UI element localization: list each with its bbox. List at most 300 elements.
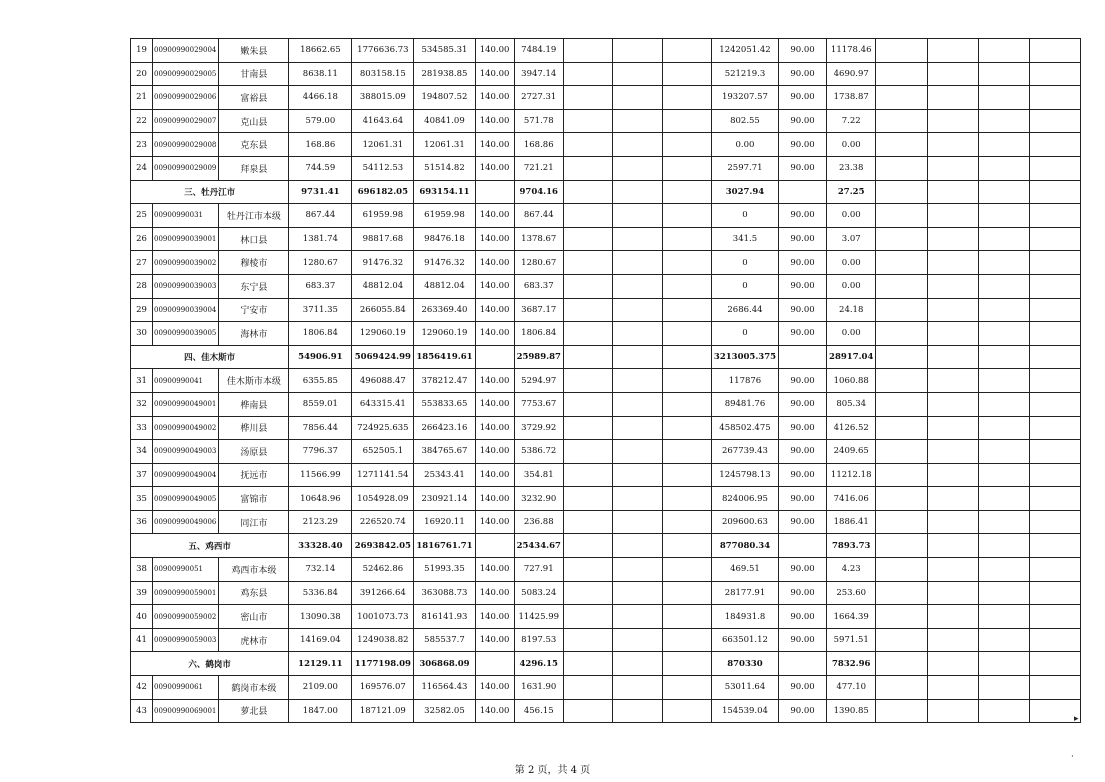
- cell-c6: [563, 699, 612, 723]
- cell-c12: [876, 676, 928, 700]
- cell-c8: [662, 581, 711, 605]
- cell-code: 00900990029008: [153, 133, 219, 157]
- cell-c5: 5386.72: [514, 440, 563, 464]
- cell-c4: 140.00: [475, 86, 514, 110]
- cell-code: 00900990029009: [153, 156, 219, 180]
- cell-n: 19: [131, 39, 153, 63]
- cell-c12: [876, 86, 928, 110]
- table-row: [131, 628, 1081, 652]
- scan-mark: ▸: [1074, 714, 1079, 724]
- cell-c14: [979, 534, 1030, 558]
- cell-name: 穆棱市: [219, 251, 289, 275]
- cell-c4: 140.00: [475, 699, 514, 723]
- cell-c5: 456.15: [514, 699, 563, 723]
- cell-c11: 1886.41: [827, 510, 876, 534]
- cell-c7: [612, 676, 662, 700]
- cell-code: 00900990049001: [153, 392, 219, 416]
- cell-name: 桦川县: [219, 416, 289, 440]
- cell-c9: 209600.63: [711, 510, 778, 534]
- cell-c3: 384765.67: [414, 440, 475, 464]
- cell-c8: [662, 392, 711, 416]
- cell-c10: 90.00: [779, 251, 827, 275]
- cell-code: 00900990029007: [153, 109, 219, 133]
- cell-c2: 1271141.54: [352, 463, 414, 487]
- cell-c6: [563, 581, 612, 605]
- cell-c6: [563, 204, 612, 228]
- cell-code: 00900990049003: [153, 440, 219, 464]
- cell-c7: [612, 510, 662, 534]
- cell-n: 22: [131, 109, 153, 133]
- cell-c9: 0: [711, 322, 778, 346]
- cell-c9: 3213005.375: [711, 345, 778, 369]
- cell-c9: 154539.04: [711, 699, 778, 723]
- cell-name: 抚远市: [219, 463, 289, 487]
- cell-c8: [662, 298, 711, 322]
- table-row: [131, 463, 1081, 487]
- cell-c6: [563, 534, 612, 558]
- table-row: [131, 369, 1081, 393]
- cell-c6: [563, 416, 612, 440]
- cell-c10: 90.00: [779, 274, 827, 298]
- cell-c7: [612, 39, 662, 63]
- cell-c4: 140.00: [475, 109, 514, 133]
- cell-name: 汤原县: [219, 440, 289, 464]
- cell-c15: [1030, 581, 1081, 605]
- cell-c10: 90.00: [779, 605, 827, 629]
- cell-c14: [979, 392, 1030, 416]
- cell-c10: 90.00: [779, 581, 827, 605]
- cell-c11: 0.00: [827, 133, 876, 157]
- cell-c14: [979, 369, 1030, 393]
- cell-c9: 3027.94: [711, 180, 778, 204]
- cell-c2: 226520.74: [352, 510, 414, 534]
- cell-c3: 51993.35: [414, 558, 475, 582]
- cell-c10: 90.00: [779, 204, 827, 228]
- cell-c12: [876, 204, 928, 228]
- cell-c12: [876, 440, 928, 464]
- cell-c13: [928, 345, 979, 369]
- cell-c2: 496088.47: [352, 369, 414, 393]
- cell-c7: [612, 628, 662, 652]
- subtotal-label: 六、鹤岗市: [131, 652, 289, 676]
- cell-c3: 98476.18: [414, 227, 475, 251]
- cell-c3: 363088.73: [414, 581, 475, 605]
- cell-c7: [612, 463, 662, 487]
- cell-c12: [876, 463, 928, 487]
- cell-c2: 52462.86: [352, 558, 414, 582]
- cell-c15: [1030, 86, 1081, 110]
- table-row: [131, 274, 1081, 298]
- cell-c10: 90.00: [779, 133, 827, 157]
- cell-c6: [563, 251, 612, 275]
- cell-c14: [979, 251, 1030, 275]
- cell-c12: [876, 581, 928, 605]
- cell-c8: [662, 487, 711, 511]
- cell-c7: [612, 440, 662, 464]
- cell-c14: [979, 322, 1030, 346]
- cell-c2: 61959.98: [352, 204, 414, 228]
- table-row: [131, 676, 1081, 700]
- cell-c2: 2693842.05: [352, 534, 414, 558]
- cell-c15: [1030, 534, 1081, 558]
- cell-c14: [979, 204, 1030, 228]
- cell-c4: 140.00: [475, 581, 514, 605]
- cell-c10: 90.00: [779, 62, 827, 86]
- cell-c9: 0: [711, 274, 778, 298]
- cell-c10: 90.00: [779, 463, 827, 487]
- cell-c2: 187121.09: [352, 699, 414, 723]
- cell-c8: [662, 156, 711, 180]
- cell-name: 同江市: [219, 510, 289, 534]
- cell-c15: [1030, 440, 1081, 464]
- cell-name: 富裕县: [219, 86, 289, 110]
- cell-c13: [928, 251, 979, 275]
- cell-c1: 18662.65: [289, 39, 352, 63]
- cell-c5: 727.91: [514, 558, 563, 582]
- cell-c3: 16920.11: [414, 510, 475, 534]
- cell-n: 31: [131, 369, 153, 393]
- cell-c1: 9731.41: [289, 180, 352, 204]
- cell-c2: 388015.09: [352, 86, 414, 110]
- cell-c10: 90.00: [779, 109, 827, 133]
- cell-c4: 140.00: [475, 274, 514, 298]
- cell-c14: [979, 345, 1030, 369]
- cell-c8: [662, 652, 711, 676]
- cell-c10: 90.00: [779, 369, 827, 393]
- cell-c2: 652505.1: [352, 440, 414, 464]
- cell-c7: [612, 369, 662, 393]
- cell-c4: 140.00: [475, 392, 514, 416]
- cell-n: 29: [131, 298, 153, 322]
- cell-c13: [928, 510, 979, 534]
- cell-c10: 90.00: [779, 86, 827, 110]
- cell-code: 00900990051: [153, 558, 219, 582]
- cell-c13: [928, 440, 979, 464]
- cell-c13: [928, 628, 979, 652]
- cell-n: 32: [131, 392, 153, 416]
- table-row: [131, 204, 1081, 228]
- cell-c4: 140.00: [475, 510, 514, 534]
- cell-c8: [662, 62, 711, 86]
- cell-c1: 13090.38: [289, 605, 352, 629]
- cell-c13: [928, 62, 979, 86]
- cell-c1: 867.44: [289, 204, 352, 228]
- cell-c15: [1030, 676, 1081, 700]
- cell-c12: [876, 652, 928, 676]
- cell-c9: 193207.57: [711, 86, 778, 110]
- cell-c11: 253.60: [827, 581, 876, 605]
- cell-c5: 3729.92: [514, 416, 563, 440]
- cell-n: 40: [131, 605, 153, 629]
- cell-c14: [979, 487, 1030, 511]
- cell-c7: [612, 133, 662, 157]
- cell-c15: [1030, 392, 1081, 416]
- cell-c3: 91476.32: [414, 251, 475, 275]
- cell-c3: 129060.19: [414, 322, 475, 346]
- cell-name: 海林市: [219, 322, 289, 346]
- cell-c3: 816141.93: [414, 605, 475, 629]
- table-row: [131, 109, 1081, 133]
- cell-c7: [612, 392, 662, 416]
- table-row: [131, 416, 1081, 440]
- page-footer: 第 2 页，共 4 页: [514, 765, 591, 776]
- cell-c12: [876, 298, 928, 322]
- cell-c11: 28917.04: [827, 345, 876, 369]
- cell-c11: 24.18: [827, 298, 876, 322]
- scan-mark: ·: [1071, 752, 1074, 762]
- cell-c15: [1030, 156, 1081, 180]
- cell-c2: 5069424.99: [352, 345, 414, 369]
- cell-c8: [662, 699, 711, 723]
- cell-c13: [928, 652, 979, 676]
- cell-c12: [876, 109, 928, 133]
- cell-c9: 870330: [711, 652, 778, 676]
- cell-c6: [563, 440, 612, 464]
- cell-c8: [662, 463, 711, 487]
- cell-c14: [979, 298, 1030, 322]
- cell-c15: [1030, 298, 1081, 322]
- cell-c14: [979, 156, 1030, 180]
- cell-c13: [928, 416, 979, 440]
- cell-c1: 6355.85: [289, 369, 352, 393]
- cell-c8: [662, 534, 711, 558]
- cell-c14: [979, 628, 1030, 652]
- cell-c6: [563, 39, 612, 63]
- cell-c10: 90.00: [779, 510, 827, 534]
- cell-c6: [563, 133, 612, 157]
- cell-c1: 3711.35: [289, 298, 352, 322]
- cell-c5: 168.86: [514, 133, 563, 157]
- table-row: [131, 510, 1081, 534]
- cell-c4: 140.00: [475, 298, 514, 322]
- cell-c8: [662, 440, 711, 464]
- cell-code: 00900990049004: [153, 463, 219, 487]
- cell-c7: [612, 251, 662, 275]
- cell-c8: [662, 558, 711, 582]
- table-row: [131, 227, 1081, 251]
- cell-c3: 194807.52: [414, 86, 475, 110]
- cell-c9: 267739.43: [711, 440, 778, 464]
- cell-n: 28: [131, 274, 153, 298]
- cell-c3: 12061.31: [414, 133, 475, 157]
- cell-c4: 140.00: [475, 204, 514, 228]
- cell-c5: 1378.67: [514, 227, 563, 251]
- table-row: [131, 133, 1081, 157]
- cell-name: 嫩朱县: [219, 39, 289, 63]
- cell-c6: [563, 605, 612, 629]
- cell-c1: 8559.01: [289, 392, 352, 416]
- cell-c13: [928, 534, 979, 558]
- cell-n: 20: [131, 62, 153, 86]
- cell-c8: [662, 274, 711, 298]
- subtotal-row: [131, 534, 1081, 558]
- cell-c7: [612, 86, 662, 110]
- cell-n: 21: [131, 86, 153, 110]
- cell-c13: [928, 180, 979, 204]
- cell-c2: 391266.64: [352, 581, 414, 605]
- cell-n: 24: [131, 156, 153, 180]
- cell-c8: [662, 605, 711, 629]
- cell-c12: [876, 345, 928, 369]
- cell-c11: 7893.73: [827, 534, 876, 558]
- cell-c7: [612, 605, 662, 629]
- cell-c10: 90.00: [779, 676, 827, 700]
- cell-c10: 90.00: [779, 699, 827, 723]
- cell-c9: 341.5: [711, 227, 778, 251]
- cell-name: 克东县: [219, 133, 289, 157]
- cell-c14: [979, 416, 1030, 440]
- cell-c15: [1030, 558, 1081, 582]
- cell-c3: 266423.16: [414, 416, 475, 440]
- cell-c3: 25343.41: [414, 463, 475, 487]
- cell-c8: [662, 180, 711, 204]
- cell-c5: 3947.14: [514, 62, 563, 86]
- subtotal-row: [131, 345, 1081, 369]
- cell-c11: 7416.06: [827, 487, 876, 511]
- cell-c11: 477.10: [827, 676, 876, 700]
- cell-c11: 0.00: [827, 251, 876, 275]
- cell-c12: [876, 180, 928, 204]
- cell-c8: [662, 227, 711, 251]
- cell-c11: 7832.96: [827, 652, 876, 676]
- cell-c9: 2686.44: [711, 298, 778, 322]
- cell-c15: [1030, 510, 1081, 534]
- cell-c1: 1806.84: [289, 322, 352, 346]
- cell-c9: 2597.71: [711, 156, 778, 180]
- cell-c4: 140.00: [475, 227, 514, 251]
- cell-c4: [475, 534, 514, 558]
- cell-n: 42: [131, 676, 153, 700]
- cell-code: 00900990069001: [153, 699, 219, 723]
- cell-c4: 140.00: [475, 463, 514, 487]
- cell-c12: [876, 369, 928, 393]
- cell-c2: 1249038.82: [352, 628, 414, 652]
- cell-c6: [563, 487, 612, 511]
- cell-c9: 824006.95: [711, 487, 778, 511]
- cell-c10: 90.00: [779, 322, 827, 346]
- cell-c13: [928, 699, 979, 723]
- cell-c15: [1030, 322, 1081, 346]
- cell-code: 00900990059002: [153, 605, 219, 629]
- cell-c2: 1054928.09: [352, 487, 414, 511]
- cell-c11: 0.00: [827, 204, 876, 228]
- cell-c1: 5336.84: [289, 581, 352, 605]
- cell-c1: 732.14: [289, 558, 352, 582]
- cell-c14: [979, 133, 1030, 157]
- cell-name: 萝北县: [219, 699, 289, 723]
- cell-c9: 802.55: [711, 109, 778, 133]
- cell-c13: [928, 133, 979, 157]
- cell-code: 00900990039003: [153, 274, 219, 298]
- table-row: [131, 392, 1081, 416]
- cell-c4: [475, 345, 514, 369]
- cell-c12: [876, 416, 928, 440]
- cell-c3: 116564.43: [414, 676, 475, 700]
- cell-c12: [876, 39, 928, 63]
- cell-c12: [876, 628, 928, 652]
- table-row: [131, 156, 1081, 180]
- cell-c1: 7796.37: [289, 440, 352, 464]
- cell-c11: 1738.87: [827, 86, 876, 110]
- cell-c3: 693154.11: [414, 180, 475, 204]
- cell-c7: [612, 180, 662, 204]
- cell-c7: [612, 487, 662, 511]
- cell-c4: 140.00: [475, 251, 514, 275]
- cell-c7: [612, 274, 662, 298]
- cell-name: 虎林市: [219, 628, 289, 652]
- cell-c13: [928, 392, 979, 416]
- cell-c11: 1060.88: [827, 369, 876, 393]
- subtotal-row: [131, 652, 1081, 676]
- cell-c4: 140.00: [475, 605, 514, 629]
- cell-code: 00900990049005: [153, 487, 219, 511]
- cell-c5: 7484.19: [514, 39, 563, 63]
- cell-c14: [979, 274, 1030, 298]
- cell-c11: 4.23: [827, 558, 876, 582]
- cell-c14: [979, 180, 1030, 204]
- cell-name: 林口县: [219, 227, 289, 251]
- cell-c12: [876, 487, 928, 511]
- cell-name: 桦南县: [219, 392, 289, 416]
- cell-c8: [662, 369, 711, 393]
- cell-code: 00900990059003: [153, 628, 219, 652]
- table-row: [131, 699, 1081, 723]
- cell-c1: 8638.11: [289, 62, 352, 86]
- table-row: [131, 39, 1081, 63]
- cell-c8: [662, 204, 711, 228]
- cell-c5: 721.21: [514, 156, 563, 180]
- cell-c11: 4126.52: [827, 416, 876, 440]
- cell-c5: 571.78: [514, 109, 563, 133]
- cell-c9: 1245798.13: [711, 463, 778, 487]
- cell-c7: [612, 652, 662, 676]
- cell-c3: 230921.14: [414, 487, 475, 511]
- cell-c13: [928, 39, 979, 63]
- cell-name: 鹤岗市本级: [219, 676, 289, 700]
- cell-code: 00900990049006: [153, 510, 219, 534]
- cell-c5: 354.81: [514, 463, 563, 487]
- cell-name: 甘南县: [219, 62, 289, 86]
- cell-c10: 90.00: [779, 416, 827, 440]
- cell-c11: 4690.97: [827, 62, 876, 86]
- cell-code: 00900990039002: [153, 251, 219, 275]
- cell-c11: 7.22: [827, 109, 876, 133]
- cell-c7: [612, 558, 662, 582]
- cell-c11: 11178.46: [827, 39, 876, 63]
- cell-c2: 803158.15: [352, 62, 414, 86]
- cell-c2: 1776636.73: [352, 39, 414, 63]
- cell-c5: 1280.67: [514, 251, 563, 275]
- cell-c3: 306868.09: [414, 652, 475, 676]
- cell-c5: 8197.53: [514, 628, 563, 652]
- cell-c7: [612, 699, 662, 723]
- cell-c3: 263369.40: [414, 298, 475, 322]
- cell-c10: 90.00: [779, 392, 827, 416]
- cell-n: 27: [131, 251, 153, 275]
- cell-c11: 23.38: [827, 156, 876, 180]
- cell-c3: 61959.98: [414, 204, 475, 228]
- cell-c4: [475, 652, 514, 676]
- cell-c4: 140.00: [475, 322, 514, 346]
- cell-c15: [1030, 463, 1081, 487]
- cell-c3: 281938.85: [414, 62, 475, 86]
- cell-c9: 184931.8: [711, 605, 778, 629]
- cell-c7: [612, 322, 662, 346]
- cell-code: 00900990039004: [153, 298, 219, 322]
- cell-c3: 553833.65: [414, 392, 475, 416]
- cell-c8: [662, 39, 711, 63]
- cell-c10: [779, 652, 827, 676]
